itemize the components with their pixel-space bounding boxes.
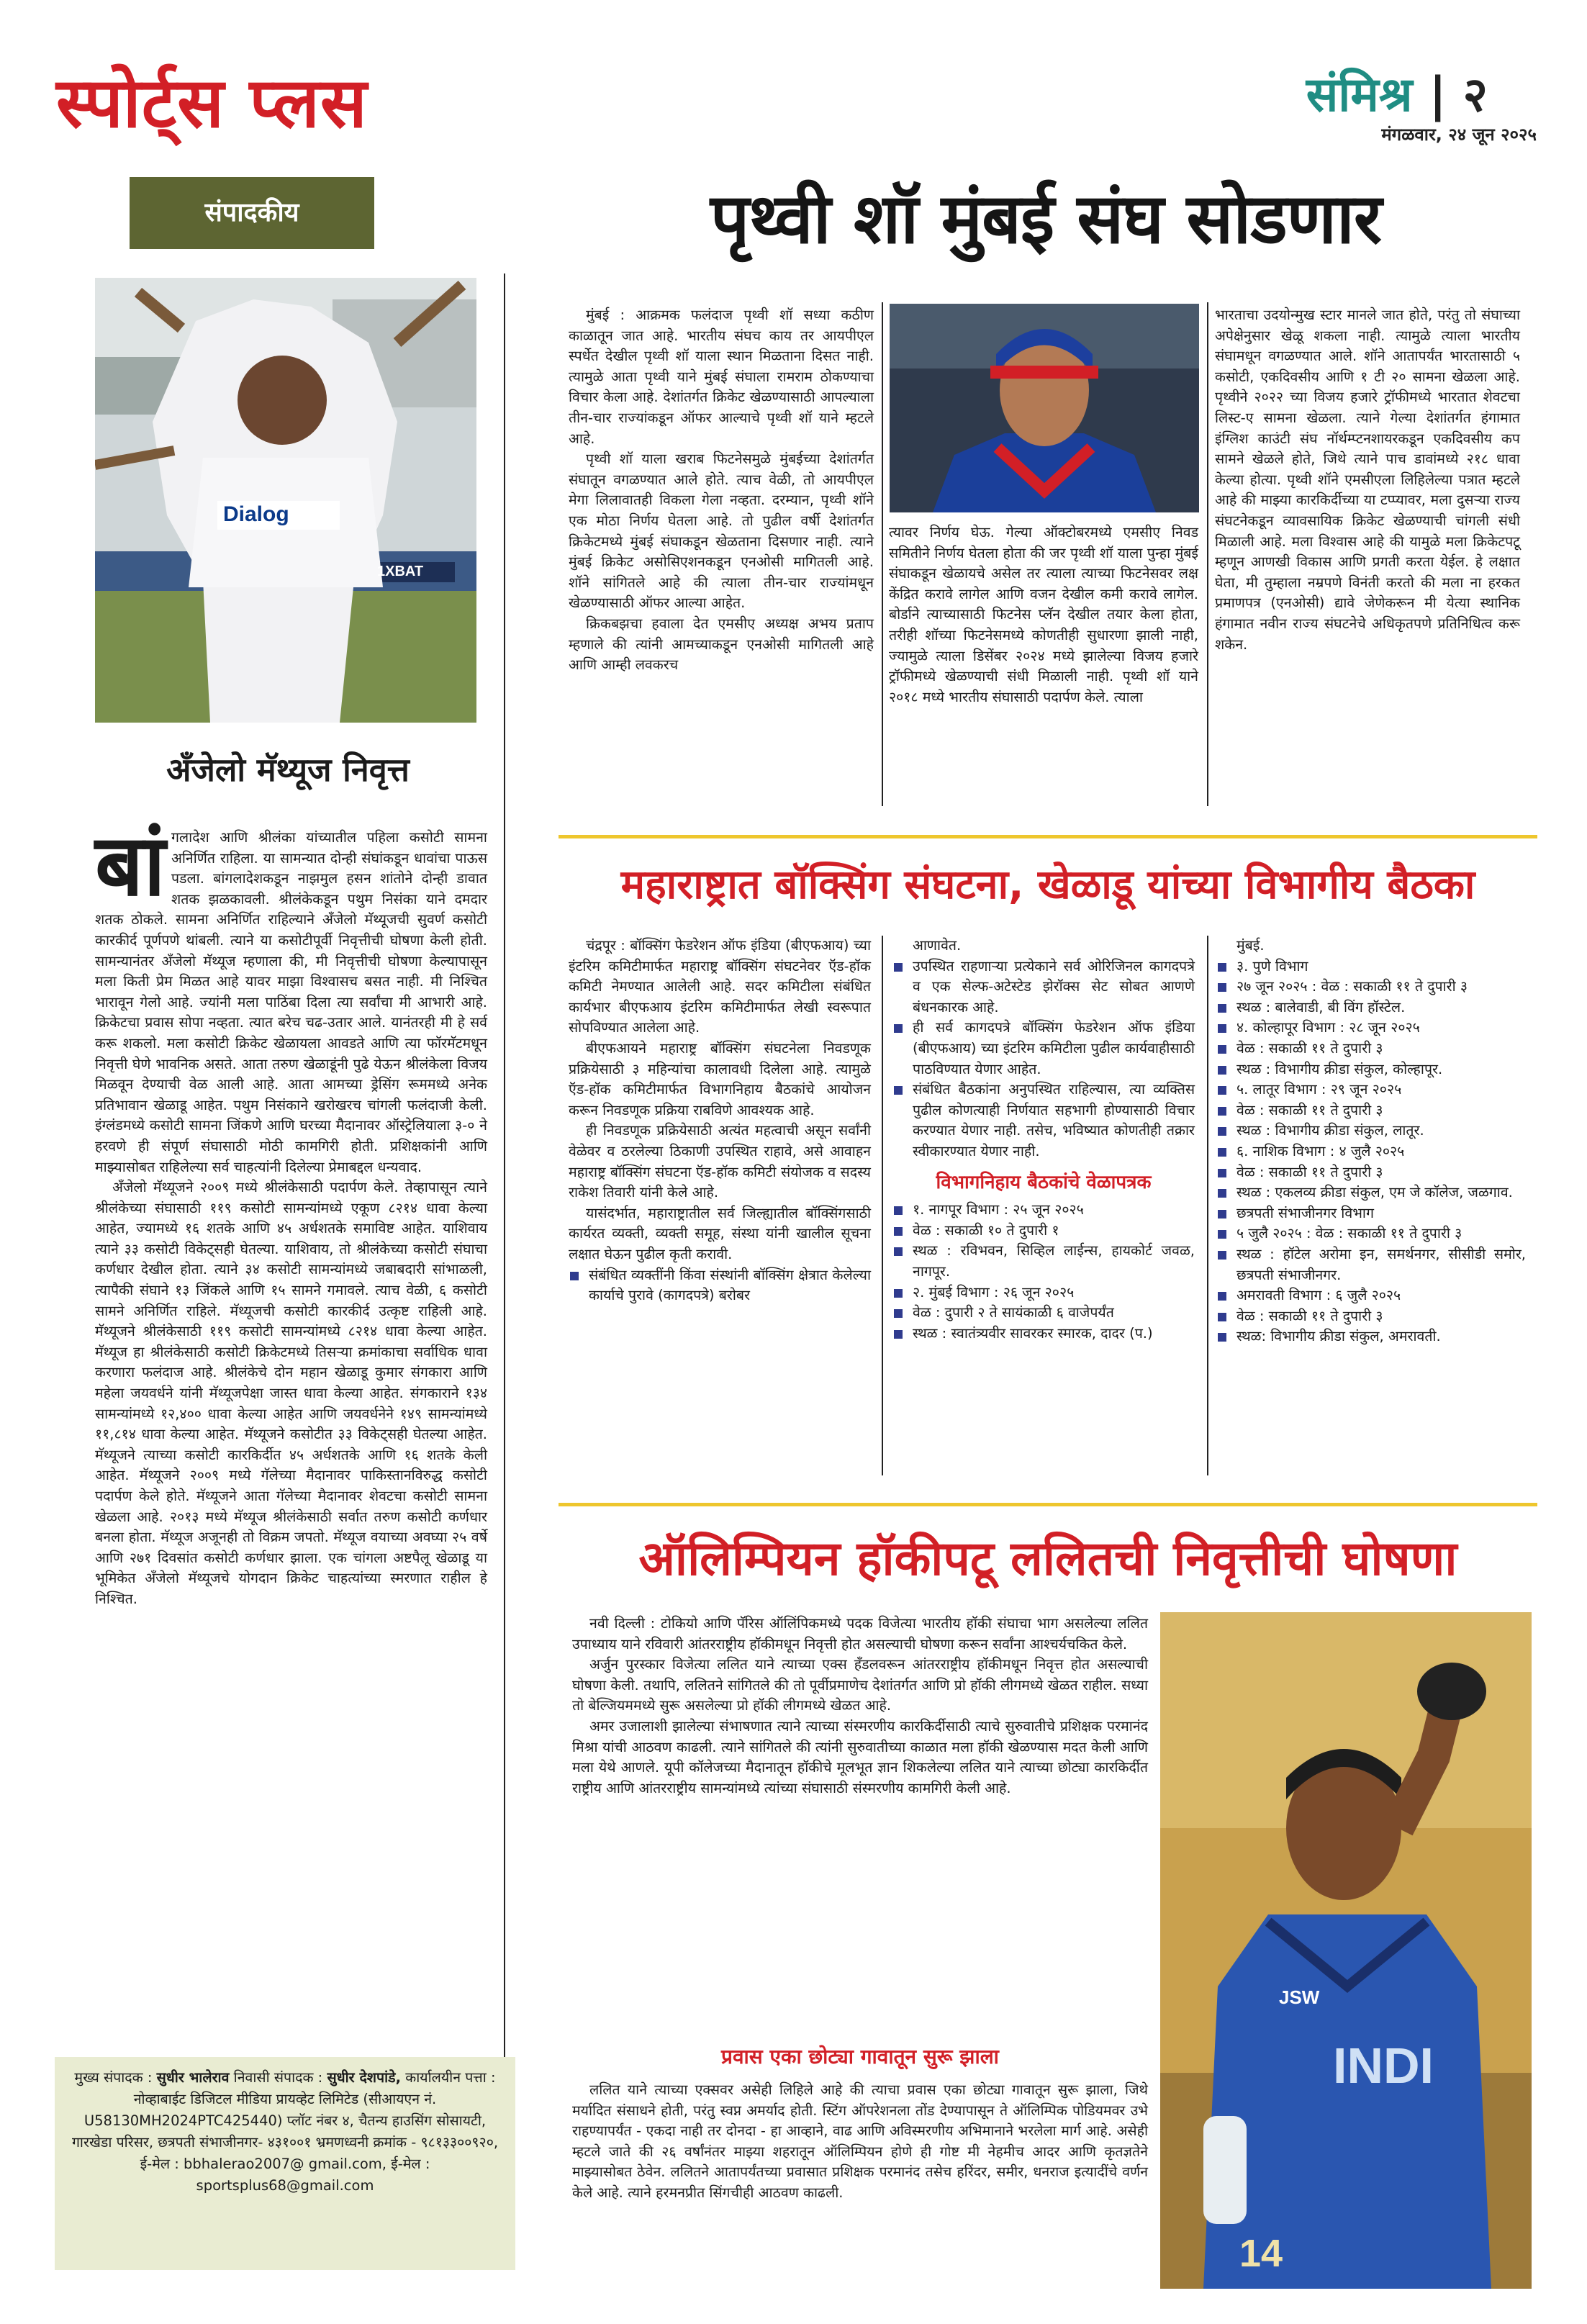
lalit-subheading: प्रवास एका छोट्या गावातून सुरू झाला — [721, 2045, 999, 2068]
section-divider: | — [1429, 67, 1463, 122]
schedule-item: स्थळ : बालेवाडी, बी विंग हॉस्टेल. — [1216, 998, 1526, 1018]
boxing-paragraph: चंद्रपूर : बॉक्सिंग फेडरेशन ऑफ इंडिया (बीएफआय) च्या इंटरिम कमिटीमार्फत महाराष्ट्र बॉक्सिंग संघटनेवर ऍड-हॉक कमिटी नेमण्यात आलेली आहे. सदर कमिटीला संबंधित कार्यभार बीएफआय इंटरिम कमिटीमार्फत लेखी स्वरूपात सोपविण्यात आलेला आहे. — [569, 937, 871, 1036]
editorial-headline: अँजेलो मॅथ्यूज निवृत्त — [166, 751, 410, 789]
chief-editor-label: मुख्य संपादक : — [74, 2069, 153, 2086]
schedule-item: वेळ : दुपारी २ ते सायंकाळी ६ वाजेपर्यंत — [892, 1303, 1195, 1324]
lalit-jersey-number: 14 — [1239, 2232, 1283, 2275]
boxing-bullet: संबंधित बैठकांना अनुपस्थित राहिल्यास, त्या व्यक्तिस पुढील कोणत्याही निर्णयात सहभागी होण्यासाठी विचार करण्यात येणार नाही. तसेच, भविष्यात कोणतीही तक्रार स्वीकारण्यात येणार नाही. — [892, 1080, 1195, 1162]
schedule-list — [1216, 957, 1526, 1347]
schedule-item: स्थळ : स्वातंत्र्यवीर सावरकर स्मारक, दादर (प.) — [892, 1324, 1195, 1344]
schedule-item: ६. नाशिक विभाग : ४ जुलै २०२५ — [1216, 1141, 1526, 1162]
masthead-brand: स्पोर्ट्स प्लस — [56, 62, 368, 143]
schedule-item: वेळ : सकाळी ११ ते दुपारी ३ — [1216, 1039, 1526, 1059]
schedule-item: ४. कोल्हापूर विभाग : २८ जून २०२५ — [1216, 1018, 1526, 1039]
schedule-item: छत्रपती संभाजीनगर विभाग — [1216, 1203, 1526, 1224]
column-divider — [1207, 302, 1208, 806]
yellow-divider — [559, 835, 1537, 838]
schedule-item: स्थळ : विभागीय क्रीडा संकुल, कोल्हापूर. — [1216, 1059, 1526, 1080]
yellow-divider — [559, 1503, 1537, 1506]
schedule-item: १. नागपूर विभाग : २५ जून २०२५ — [892, 1200, 1195, 1221]
schedule-item: स्थळ : रविभवन, सिव्हिल लाईन्स, हायकोर्ट जवळ, नागपूर. — [892, 1241, 1195, 1282]
lalit-body-2 — [572, 2080, 1148, 2204]
lalit-paragraph: ललित याने त्याच्या एक्सवर असेही लिहिले आहे की त्याचा प्रवास एका छोट्या गावातून सुरू झाला, जिथे मर्यादित संसाधने होती, परंतु स्वप्न अमर्याद होती. स्टिंग ऑपरेशनला तोंड देण्यापासून ते ऑलिम्पिक पोडियमवर उभे राहण्यापर्यंत - एकदा नाही तर दोनदा - हा आव्हाने, वाढ आणि अविस्मरणीय अभिमानाने भरलेला मार्ग आहे. असेही म्हटले जाते की २६ वर्षांनंतर माझ्या शहरातून ऑलिम्पियन होणे ही गोष्ट मी नेहमीच आदर आणि कृतज्ञतेने माझ्यासोबत ठेवेन. ललितने आतापर्यंतच्या प्रवासात प्रशिक्षक परमानंद तसेच हरिंदर, समीर, धनराज इत्यादींचे वर्णन केले आहे. त्याने हरमनप्रीत सिंगचीही आठवण काढली. — [572, 2081, 1148, 2201]
schedule-title: विभागनिहाय बैठकांचे वेळापत्रक — [936, 1171, 1152, 1193]
editorial-divider — [504, 273, 505, 2246]
boxing-bullet: उपस्थित राहणाऱ्या प्रत्येकाने सर्व ओरिजिनल कागदपत्रे व एक सेल्फ-अटेस्टेड झेरॉक्स सेट सोबत आणणे बंधनकारक आहे. — [892, 957, 1195, 1018]
prithvi-column-1 — [569, 305, 874, 676]
editorial-badge: संपादकीय — [130, 177, 374, 249]
angelo-jersey-text: Dialog — [223, 502, 289, 526]
boxing-column-1 — [569, 936, 871, 1306]
angelo-banner-text: 1XBAT — [377, 564, 424, 579]
credits-box — [55, 2057, 515, 2270]
editorial-body — [95, 815, 487, 1610]
prithvi-paragraph: पृथ्वी शॉ याला खराब फिटनेसमुळे मुंबईच्या देशांतर्गत संघातून वगळण्यात आले होते. त्याच वेळी, तो आयपीएल मेगा लिलावातही विकला गेला नव्हता. दरम्यान, पृथ्वी शॉने एक मोठा निर्णय घेतला आहे. तो पुढील वर्षी देशांतर्गत क्रिकेटमध्ये मुंबई संघाकडून खेळताना दिसणार नाही. त्याने मुंबई क्रिकेट असोसिएशनकडून एनओसी मागितली आहे. शॉने सांगितले आहे की त्याला तीन-चार राज्यांमधून खेळण्यासाठी ऑफर आल्या आहेत. — [569, 451, 874, 612]
boxing-bullets — [892, 957, 1195, 1162]
schedule-item: ५ जुलै २०२५ : वेळ : सकाळी ११ ते दुपारी ३ — [1216, 1224, 1526, 1244]
schedule-item: वेळ : सकाळी १० ते दुपारी १ — [892, 1221, 1195, 1242]
schedule-item: वेळ : सकाळी ११ ते दुपारी ३ — [1216, 1162, 1526, 1183]
schedule-item: अमरावती विभाग : ६ जुलै २०२५ — [1216, 1285, 1526, 1306]
schedule-item: स्थळ : एकलव्य क्रीडा संकुल, एम जे कॉलेज, जळगाव. — [1216, 1183, 1526, 1203]
boxing-continued: मुंबई. — [1236, 937, 1265, 954]
office-address: कार्यालयीन पत्ता : नोव्हाबाईट डिजिटल मीडिया प्रायव्हेट लिमिटेड (सीआयएन नं. U58130MH2024PTC425440) प्लॉट नंबर ४, चैतन्य हाउसिंग सोसायटी, गारखेडा परिसर, छत्रपती संभाजीनगर- ४३१००१ भ्रमणध्वनी क्रमांक - ९८१३३००९२०, ई-मेल : bbhalerao2007@ gmail.com, ई-मेल : sportsplus68@gmail.com — [71, 2069, 499, 2194]
section-name: संमिश्र — [1306, 67, 1413, 122]
prithvi-paragraph: मुंबई : आक्रमक फलंदाज पृथ्वी शॉ सध्या कठीण काळातून जात आहे. भारतीय संघच काय तर आयपीएल स्पर्धेत देखील पृथ्वी शॉ याला स्थान मिळताना दिसत नाही. त्यामुळे आता पृथ्वी याने मुंबई संघाला रामराम ठोकण्याचा विचार केला आहे. देशांतर्गत क्रिकेट खेळण्यासाठी आपल्याला तीन-चार राज्यांकडून ऑफर आल्याचे पृथ्वी शॉ याने म्हटले आहे. — [569, 307, 874, 447]
dateline: मंगळवार, २४ जून २०२५ — [1381, 125, 1537, 145]
editorial-paragraph: गलादेश आणि श्रीलंका यांच्यातील पहिला कसोटी सामना अनिर्णित राहिला. या सामन्यात दोन्ही संघांकडून धावांचा पाऊस पडला. बांगलादेशकडून नाझमुल हसन शांतोने दोन्ही डावात शतक झळकावली. श्रीलंकेकडून पथुम निसंका याने दमदार शतक ठोकले. सामना अनिर्णित राहिल्याने अँजेलो मॅथ्यूजची सुवर्ण कसोटी कारकीर्द पूर्णपणे थांबली. त्याने या कसोटीपूर्वी निवृत्तीची घोषणा केली होती. सामन्यानंतर अँजेलो मॅथ्यूज म्हणाला की, मी निवृत्तीची घोषणा केल्यापासून मला किती प्रेम मिळत आहे यावर माझा विश्वासच बसत नाही. मी निश्चित भारावून गेलो आहे. ज्यांनी मला पाठिंबा दिला त्या सर्वांचा मी आभारी आहे. क्रिकेटचा प्रवास सोपा नव्हता. त्यात बरेच चढ-उतार आले. यानंतरही मी हे सर्व करू शकलो. मला कसोटी क्रिकेट खेळायला आवडते आणि त्या फॉरमॅटमधून निवृत्ती घेणे भावनिक असते. आता तरुण खेळाडूंनी पुढे येऊन श्रीलंकेला विजय मिळवून देण्याची वेळ आली आहे. आता आमच्या ड्रेसिंग रूममध्ये अनेक प्रतिभावान खेळाडू आहेत. पथुम निसंकाने खरोखरच चांगली फलंदाजी केली. इंग्लंडमध्ये कसोटी सामना जिंकणे आणि घरच्या मैदानावर ऑस्ट्रेलियाला ३-० ने हरवणे ही संपूर्ण संघासाठी मोठी कामगिरी होती. प्रशिक्षकांनी आणि माझ्यासोबत राहिलेल्या सर्व चाहत्यांनी दिलेल्या प्रेमाबद्दल धन्यवाद. — [95, 829, 487, 1175]
lalit-headline: ऑलिम्पियन हॉकीपटू ललितची निवृत्तीची घोषणा — [638, 1531, 1457, 1586]
boxing-continued: आणावेत. — [913, 937, 962, 954]
editorial-paragraph: अँजेलो मॅथ्यूजने २००९ मध्ये श्रीलंकेसाठी पदार्पण केले. तेव्हापासून त्याने श्रीलंकेच्या संघासाठी ११९ कसोटी सामन्यांमध्ये एकूण ८२१४ धावा केल्या आहेत, ज्यामध्ये १६ शतके आणि ४५ अर्धशतके समाविष्ट आहेत. याशिवाय त्याने ३३ कसोटी विकेट्सही घेतल्या. याशिवाय, तो श्रीलंकेच्या कसोटी संघाचा कर्णधार देखील होता. त्याने ३४ कसोटी सामन्यांमध्ये जबाबदारी सांभाळली, त्यापैकी संघाने १३ जिंकले आणि १५ सामने गमावले. त्याच वेळी, ६ कसोटी सामने अनिर्णित राहिले. मॅथ्यूजची कसोटी कारकीर्द उत्कृष्ट राहिली आहे. मॅथ्यूजने श्रीलंकेसाठी ११९ कसोटी सामन्यांमध्ये ८२१४ धावा केल्या आहेत. मॅथ्यूज हा श्रीलंकेसाठी कसोटी क्रिकेटमध्ये तिसऱ्या क्रमांकाचा सर्वाधिक धावा करणारा फलंदाज आहे. श्रीलंकेचे दोन महान खेळाडू कुमार संगकारा आणि महेला जयवर्धने यांनी मॅथ्यूजपेक्षा जास्त धावा केल्या आहेत. संगकाराने १३४ सामन्यांमध्ये १२,४०० धावा केल्या आहेत आणि जयवर्धनेने १४९ सामन्यांमध्ये ११,८१४ धावा केल्या आहेत. मॅथ्यूजने कसोटीत ३३ विकेट्सही घेतल्या आहेत. मॅथ्यूजने त्याच्या कसोटी कारकिर्दीत ४५ अर्धशतके आणि १६ शतके केली आहेत. मॅथ्यूजने २००९ मध्ये गॅलेच्या मैदानावर पाकिस्तानविरुद्ध कसोटी पदार्पण केले होते. मॅथ्यूजने आता गॅलेच्या मैदानावर शेवटचा कसोटी सामना खेळला आहे. २०१३ मध्ये मॅथ्यूज श्रीलंकेसाठी सर्वात तरुण कसोटी कर्णधार बनला होता. मॅथ्यूज अजूनही तो विक्रम जपतो. मॅथ्यूज वयाच्या अवघ्या २५ वर्षे आणि २७१ दिवसांत कसोटी कर्णधार झाला. एक चांगला अष्टपैलू खेळाडू या भूमिकेत अँजेलो मॅथ्यूजचे योगदान क्रिकेट चाहत्यांच्या स्मरणात राहील हे निश्चित. — [95, 1179, 487, 1607]
resident-editor-name: सुधीर देशपांडे, — [327, 2069, 402, 2086]
column-divider — [882, 936, 883, 1475]
boxing-paragraph: ही निवडणूक प्रक्रियेसाठी अत्यंत महत्वाची असून सर्वांनी वेळेवर व ठरलेल्या ठिकाणी उपस्थित राहावे, असे आवाहन महाराष्ट्र बॉक्सिंग संघटना ऍड-हॉक कमिटी संयोजक व सदस्य राकेश तिवारी यांनी केले आहे. — [569, 1122, 871, 1201]
boxing-column-2 — [892, 936, 1195, 1344]
boxing-bullets — [569, 1265, 871, 1306]
boxing-bullet: ही सर्व कागदपत्रे बॉक्सिंग फेडरेशन ऑफ इंडिया (बीएफआय) च्या इंटरिम कमिटीला पुढील कार्यवाहीसाठी पाठविण्यात येणार आहेत. — [892, 1018, 1195, 1080]
drop-cap: बां — [95, 815, 166, 915]
prithvi-column-3 — [1215, 305, 1520, 655]
schedule-list — [892, 1200, 1195, 1344]
lalit-sponsor-text: JSW — [1279, 1986, 1320, 2008]
schedule-item: वेळ : सकाळी ११ ते दुपारी ३ — [1216, 1306, 1526, 1327]
page-number: २ — [1462, 67, 1488, 122]
angelo-photo — [95, 278, 476, 723]
prithvi-photo — [890, 304, 1199, 512]
schedule-item: वेळ : सकाळी ११ ते दुपारी ३ — [1216, 1100, 1526, 1121]
lalit-paragraph: नवी दिल्ली : टोकियो आणि पॅरिस ऑलिंपिकमध्ये पदक विजेत्या भारतीय हॉकी संघाचा भाग असलेल्या ललित उपाध्याय याने रविवारी आंतरराष्ट्रीय हॉकीमधून निवृत्ती होत असल्याची घोषणा करून सर्वांना आश्चर्यचकित केले. — [572, 1615, 1148, 1652]
schedule-item: स्थळ : हॉटेल अरोमा इन, समर्थनगर, सीसीडी समोर, छत्रपती संभाजीनगर. — [1216, 1244, 1526, 1285]
schedule-item: स्थळ : विभागीय क्रीडा संकुल, लातूर. — [1216, 1121, 1526, 1141]
prithvi-paragraph: त्यावर निर्णय घेऊ. गेल्या ऑक्टोबरमध्ये एमसीए निवड समितीने निर्णय घेतला होता की जर पृथ्वी शॉ याला पुन्हा मुंबई संघाकडून खेळायचे असेल तर त्याला त्याच्या फिटनेसवर लक्ष केंद्रित करावे लागेल आणि वजन देखील कमी करावे लागेल. बोर्डाने त्याच्यासाठी फिटनेस प्लॅन देखील तयार केला होता, तरीही शॉच्या फिटनेसमध्ये कोणतीही सुधारणा झाली नाही, ज्यामुळे त्याला डिसेंबर २०२४ मध्ये झालेल्या विजय हजारे ट्रॉफीमध्ये खेळण्याची संधी मिळाली नाही. पृथ्वी शॉ याने २०१८ मध्ये भारतीय संघासाठी पदार्पण केले. त्याला — [889, 524, 1198, 705]
prithvi-paragraph: भारताचा उदयोन्मुख स्टार मानले जात होते, परंतु तो संघाच्या अपेक्षेनुसार खेळू शकला नाही. त्यामुळे त्याला भारतीय संघामधून वगळण्यात आले. शॉने आतापर्यंत भारतासाठी ५ कसोटी, एकदिवसीय आणि १ टी २० सामना खेळला आहे. पृथ्वीने २०२२ च्या विजय हजारे ट्रॉफीमध्ये भारतात शेवटचा लिस्ट-ए सामना खेळला. त्याने गेल्या देशांतर्गत हंगामात इंग्लिश काउंटी संघ नॉर्थम्प्टनशायरकडून एकदिवसीय कप सामने खेळले होते, जिथे त्याने पाच डावांमध्ये २१८ धावा केल्या होत्या. पृथ्वी शॉने एमसीएला लिहिलेल्या पत्रात म्हटले आहे की माझ्या कारकिर्दीच्या या टप्प्यावर, मला दुसऱ्या राज्य संघटनेकडून व्यावसायिक क्रिकेट खेळण्याची चांगली संधी मिळाली आहे. मला विश्वास आहे की यामुळे मला क्रिकेटपटू म्हणून आणखी विकास आणि प्रगती करता येईल. हे लक्षात घेता, मी तुम्हाला नम्रपणे विनंती करतो की मला ना हरकत प्रमाणपत्र (एनओसी) द्यावे जेणेकरून मी येत्या स्थानिक हंगामात नवीन राज्य संघटनेचे अधिकृतपणे प्रतिनिधित्व करू शकेन. — [1215, 307, 1520, 653]
boxing-bullet: संबंधित व्यक्तींनी किंवा संस्थांनी बॉक्सिंग क्षेत्रात केलेल्या कार्याचे पुरावे (कागदपत्रे) बरोबर — [569, 1265, 871, 1306]
resident-editor-label: निवासी संपादक : — [233, 2069, 323, 2086]
schedule-item: २. मुंबई विभाग : २६ जून २०२५ — [892, 1283, 1195, 1303]
column-divider — [882, 302, 883, 806]
boxing-column-3 — [1216, 936, 1526, 1347]
lalit-photo — [1160, 1612, 1532, 2289]
main-headline: पृथ्वी शॉ मुंबई संघ सोडणार — [710, 178, 1382, 259]
lalit-jersey-text: INDI — [1333, 2038, 1434, 2094]
schedule-item: ३. पुणे विभाग — [1216, 957, 1526, 977]
lalit-paragraph: अमर उजालाशी झालेल्या संभाषणात त्याने त्याच्या संस्मरणीय कारकिर्दीसाठी त्याचे सुरुवातीचे प्रशिक्षक परमानंद मिश्रा यांची आठवण काढली. त्याने सांगितले की त्यांनी सुरुवातीच्या काळात मला हॉकी खेळण्यास मदत केली आणि मला येथे आणले. यूपी कॉलेजच्या मैदानातून हॉकीचे मूलभूत ज्ञान शिकलेल्या ललित याने त्याच्या छोट्या कारकिर्दीत राष्ट्रीय आणि आंतरराष्ट्रीय सामन्यांमध्ये त्यांच्या संघासाठी संस्मरणीय कामगिरी केली आहे. — [572, 1717, 1148, 1796]
schedule-item: ५. लातूर विभाग : २९ जून २०२५ — [1216, 1080, 1526, 1100]
boxing-headline: महाराष्ट्रात बॉक्सिंग संघटना, खेळाडू यांच्या विभागीय बैठका — [620, 862, 1475, 908]
schedule-item: स्थळ: विभागीय क्रीडा संकुल, अमरावती. — [1216, 1326, 1526, 1347]
boxing-paragraph: बीएफआयने महाराष्ट्र बॉक्सिंग संघटनेला निवडणूक प्रक्रियेसाठी ३ महिन्यांचा कालावधी दिलेला आहे. त्यामुळे ऍड-हॉक कमिटीमार्फत विभागनिहाय बैठकांचे आयोजन करून निवडणूक प्रक्रिया राबविणे आवश्यक आहे. — [569, 1039, 871, 1118]
column-divider — [1207, 936, 1208, 1475]
lalit-body-1 — [572, 1614, 1148, 1799]
boxing-paragraph: यासंदर्भात, महाराष्ट्रातील सर्व जिल्ह्यातील बॉक्सिंगसाठी कार्यरत व्यक्ती, व्यक्ती समूह, संस्था यांनी खालील सूचना लक्षात घेऊन पुढील कृती करावी. — [569, 1204, 871, 1262]
prithvi-paragraph: क्रिकबझचा हवाला देत एमसीए अध्यक्ष अभय प्रताप म्हणाले की त्यांनी आमच्याकडून एनओसी मागितली आहे आणि आम्ही लवकरच — [569, 615, 874, 674]
chief-editor-name: सुधीर भालेराव — [156, 2069, 230, 2086]
schedule-item: २७ जून २०२५ : वेळ : सकाळी ११ ते दुपारी ३ — [1216, 977, 1526, 998]
section-label — [1306, 60, 1488, 130]
lalit-paragraph: अर्जुन पुरस्कार विजेत्या ललित याने त्याच्या एक्स हँडलवरून आंतरराष्ट्रीय हॉकीमधून निवृत्त होत असल्याची घोषणा केली. तथापि, ललितने सांगितले की तो पूर्वीप्रमाणेच देशांतर्गत आणि प्रो हॉकी लीगमध्ये खेळत राहील. सध्या तो बेल्जियममध्ये सुरू असलेल्या प्रो हॉकी लीगमध्ये खेळत आहे. — [572, 1656, 1148, 1714]
prithvi-column-2 — [889, 523, 1198, 707]
